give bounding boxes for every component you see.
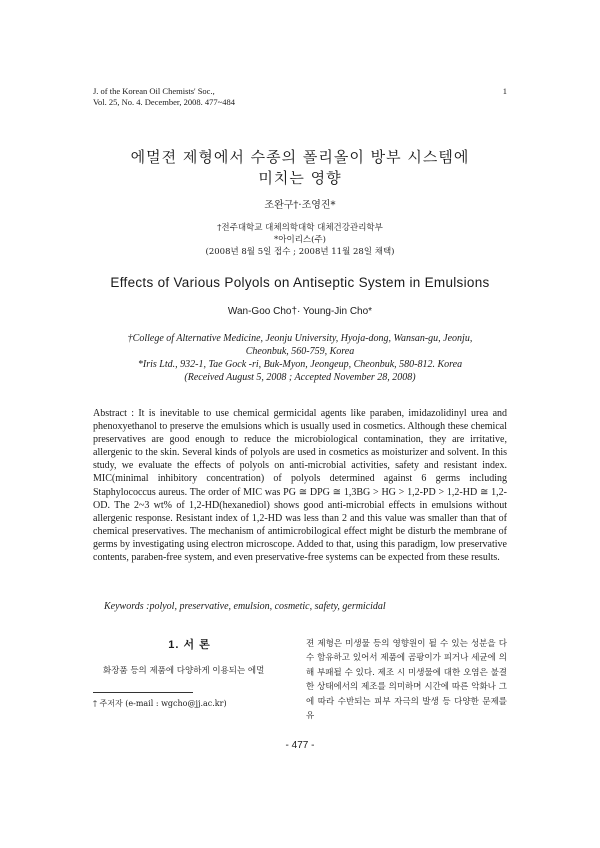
left-column [93, 636, 286, 678]
korean-received-dates: (2008년 8월 5일 접수 ; 2008년 11월 28일 채택) [205, 247, 395, 257]
right-column-paragraph: 젼 제형은 미생물 등의 영향원이 될 수 있는 성분을 다수 함유하고 있어서 제품에 곰팡이가 피거나 세균에 의해 부패될 수 있다. 제조 시 미생물에 대한 오염은 불결한 상태에서의 제조를 의미하며 시간에 따른 악화나 그에 따라 수반되는 피부 자극의 발생 등 다양한 문제를 유 [306, 639, 507, 722]
abstract-text: It is inevitable to use chemical germicidal agents like paraben, imidazolidinyl urea and phenoxyethanol to preserve the emulsions which is usually used in cosmetics. Although these chemical preservatives are good enough to reduce the microbiological contamination, they are irritative, allergenic to the skin. Several kinds of polyols are used in cosmetics as moisturizer and solvent. In this study, we evaluate the effects of polyols on anti-microbial activities, safety and resistant index. MIC(minimal inhibitory concentration) of polyols determined against 6 germs including Staphylococcus aureus. The order of MIC was PG ≅ DPG ≅ 1,3BG > HG > 1,2-PD > 1,2-HD ≅ 1,2-OD. The 2~3 wt% of 1,2-HD(hexanediol) shows good anti-microbial effects in emulsions without allergenic response. Resistant index of 1,2-HD was less than 2 and this value was smaller than that of chemical preservatives. The mechanism of antimicrobilogical effect might be disturb the membrane of germs by investigating using electron microscope. Added to that, using this paradigm, low preservative contents, paraben-free system, and even preservative-free systems can be expected from these results. [93, 408, 508, 564]
korean-affiliations [0, 222, 600, 258]
corresponding-author-footnote: † 주저자 (e-mail : wgcho@jj.ac.kr) [93, 699, 227, 708]
english-affiliation-1: †College of Alternative Medicine, Jeonju University, Hyoja-dong, Wansan-gu, Jeonju, [127, 333, 473, 344]
korean-title [0, 147, 600, 189]
abstract-label: Abstract : [93, 408, 139, 419]
korean-title-line1: 에멀젼 제형에서 수종의 폴리올이 방부 시스템에 [130, 148, 470, 166]
section-heading-introduction: 1. 서 론 [168, 639, 211, 651]
page-number-top: 1 [502, 86, 507, 96]
intro-paragraph: 화장품 등의 제품에 다양하게 이용되는 에멀 [103, 666, 265, 676]
korean-authors: 조완구†·조영진* [264, 200, 336, 211]
right-column [306, 637, 507, 723]
korean-affiliation-2: *아이리스(주) [274, 235, 326, 245]
journal-volume: Vol. 25, No. 4. December, 2008. 477~484 [93, 97, 235, 107]
korean-title-line2: 미치는 영향 [258, 169, 342, 187]
english-affiliations [0, 332, 600, 384]
abstract [93, 407, 507, 564]
english-affiliation-2: *Iris Ltd., 932-1, Tae Gock -ri, Buk-Myon, Jeongeup, Cheonbuk, 580-812. Korea [137, 359, 463, 370]
journal-header [93, 86, 235, 108]
page-number-bottom: - 477 - [285, 740, 315, 751]
korean-affiliation-1: †전주대학교 대체의학대학 대체건강관리학부 [217, 223, 383, 233]
english-title: Effects of Various Polyols on Antiseptic System in Emulsions [110, 275, 490, 290]
english-received-dates: (Received August 5, 2008 ; Accepted November 28, 2008) [184, 372, 416, 383]
journal-name: J. of the Korean Oil Chemists' Soc., [93, 86, 215, 96]
english-affiliation-1-cont: Cheonbuk, 560-759, Korea [245, 346, 355, 357]
english-authors: Wan-Goo Cho†· Young-Jin Cho* [227, 306, 373, 317]
footnote-divider [93, 692, 193, 693]
keywords: Keywords :polyol, preservative, emulsion, cosmetic, safety, germicidal [104, 601, 386, 612]
